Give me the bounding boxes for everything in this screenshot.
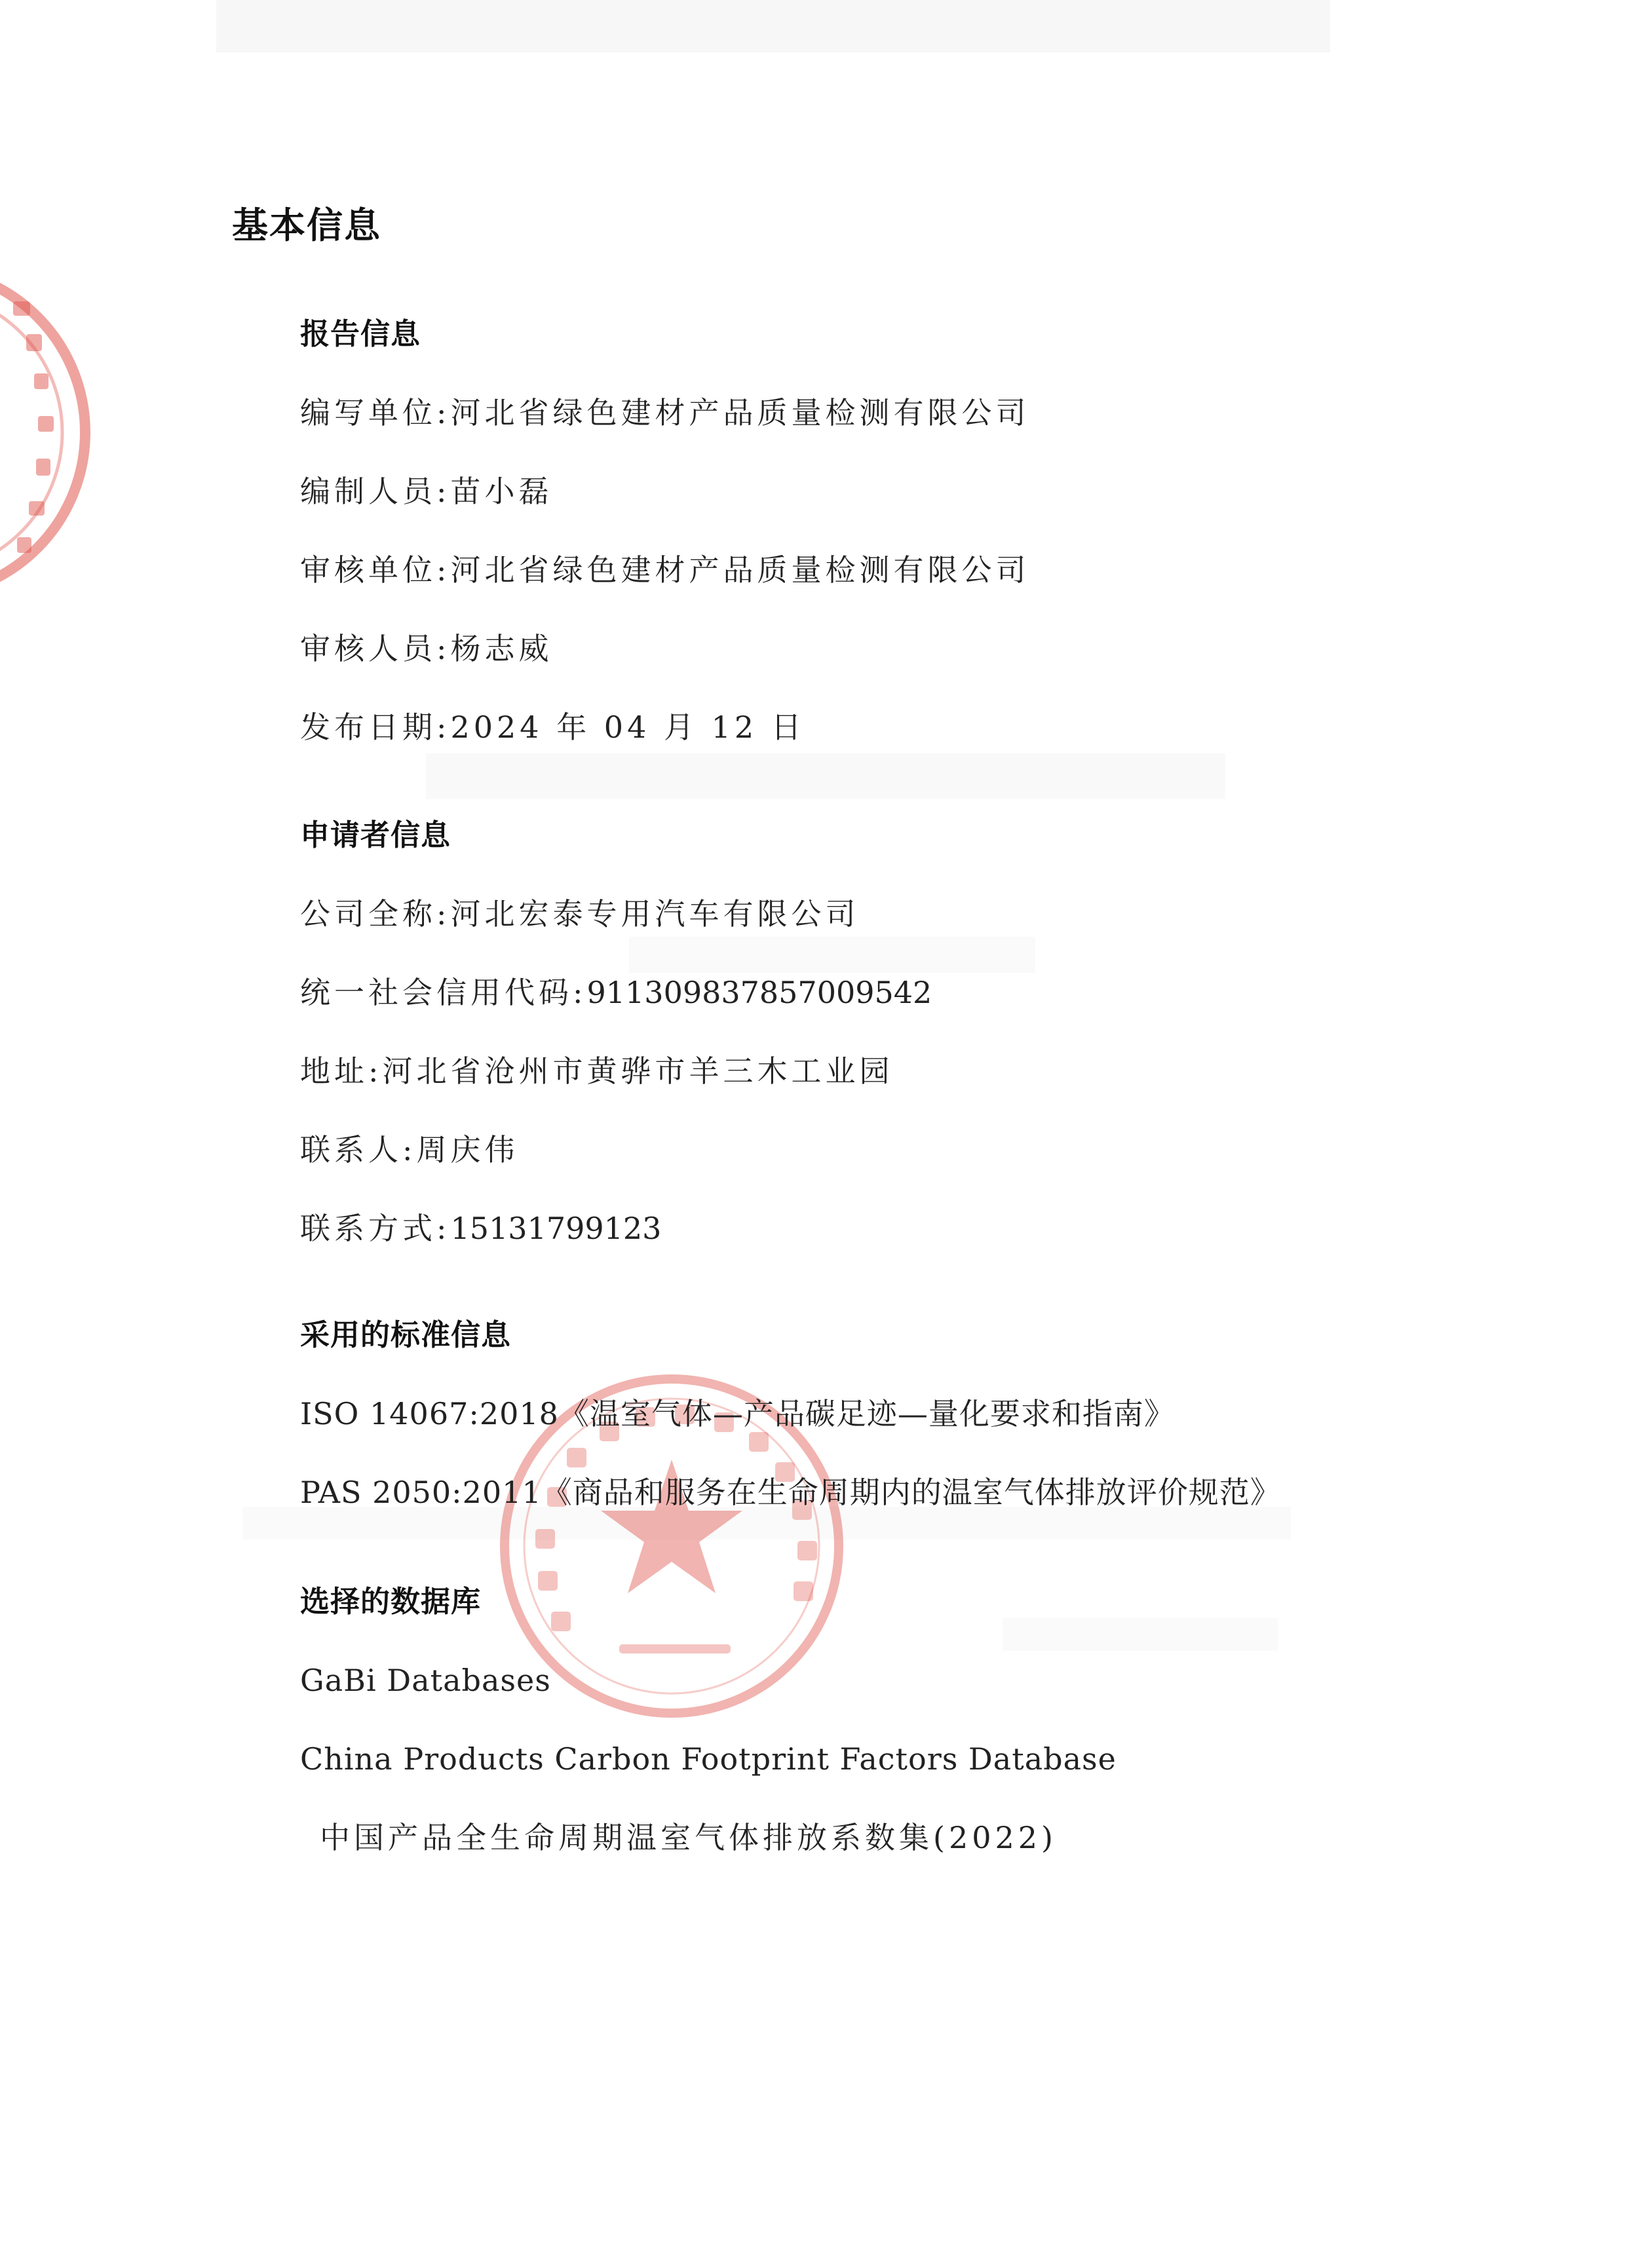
standard-item: PAS 2050:2011《商品和服务在生命周期内的温室气体排放评价规范》 (300, 1475, 1281, 1510)
database-item: 中国产品全生命周期温室气体排放系数集(2022) (320, 1820, 1057, 1855)
field-value: 河北省沧州市黄骅市羊三木工业园 (382, 1053, 894, 1089)
field-label: 发布日期: (300, 709, 451, 745)
field-label: 联系人: (300, 1132, 417, 1167)
report-info-heading: 报告信息 (300, 316, 421, 351)
field-label: 审核单位: (300, 552, 451, 588)
field-value: 河北省绿色建材产品质量检测有限公司 (450, 552, 1030, 588)
field-value: 苗小磊 (450, 474, 553, 509)
field-label: 统一社会信用代码: (300, 975, 587, 1010)
report-info-row (300, 708, 1545, 747)
standards-section (300, 1315, 1545, 1551)
applicant-info-heading: 申请者信息 (300, 818, 451, 852)
field-label: 地址: (300, 1053, 383, 1089)
applicant-info-row (300, 1209, 1545, 1248)
report-info-row (300, 550, 1545, 590)
report-info-section (300, 314, 1545, 786)
field-value: 河北宏泰专用汽车有限公司 (450, 896, 860, 932)
applicant-info-row (300, 894, 1545, 934)
applicant-info-row (300, 1130, 1545, 1169)
field-value: 15131799123 (450, 1211, 662, 1246)
report-info-row (300, 472, 1545, 511)
field-label: 编写单位: (300, 395, 451, 430)
field-value: 2024 年 04 月 12 日 (450, 709, 805, 745)
databases-section (300, 1582, 1545, 1897)
applicant-info-section (300, 816, 1545, 1287)
field-value: 911309837857009542 (586, 975, 932, 1010)
database-item: China Products Carbon Footprint Factors Database (300, 1741, 1117, 1777)
field-value: 河北省绿色建材产品质量检测有限公司 (450, 395, 1030, 430)
field-label: 联系方式: (300, 1211, 451, 1246)
field-value: 杨志威 (450, 631, 553, 666)
report-info-row (300, 393, 1545, 432)
field-label: 编制人员: (300, 474, 451, 509)
page-title: 基本信息 (232, 204, 382, 246)
applicant-info-row (300, 973, 1545, 1012)
partial-seal-left-edge (0, 262, 105, 603)
databases-heading: 选择的数据库 (300, 1584, 482, 1619)
field-label: 公司全称: (300, 896, 451, 932)
standard-item: ISO 14067:2018《温室气体—产品碳足迹—量化要求和指南》 (300, 1396, 1175, 1431)
field-label: 审核人员: (300, 631, 451, 666)
database-item: GaBi Databases (300, 1663, 551, 1698)
standards-heading: 采用的标准信息 (300, 1317, 512, 1352)
report-info-row (300, 629, 1545, 668)
applicant-info-row (300, 1051, 1545, 1091)
field-value: 周庆伟 (416, 1132, 519, 1167)
